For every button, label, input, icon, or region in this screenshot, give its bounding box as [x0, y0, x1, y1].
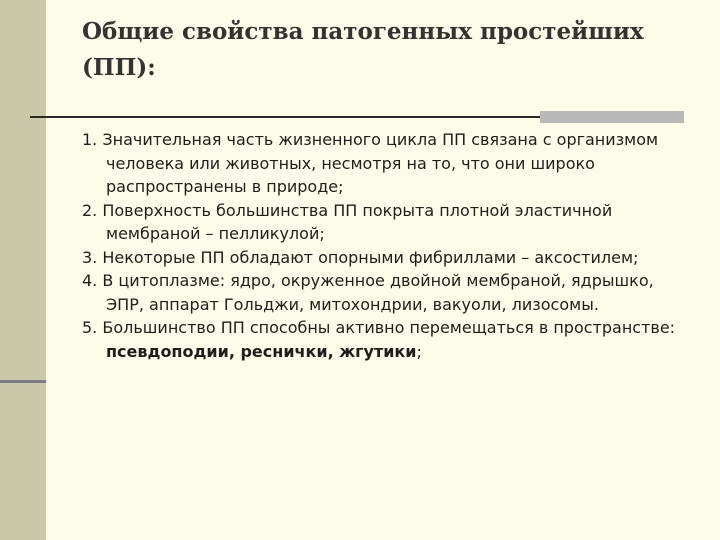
left-decorative-band [0, 0, 46, 540]
list-item: 1. Значительная часть жизненного цикла ПП связана с организмом человека или животных, несмотря на то, что они широко распространены в природе; [82, 130, 659, 196]
locomotion-organelles-text: псевдоподии, реснички, жгутики [106, 341, 417, 361]
left-band-accent-line [0, 380, 46, 383]
slide-title: Общие свойства патогенных простейших (ПП): [82, 18, 644, 81]
list-item-text-end: ; [416, 341, 422, 361]
properties-list [82, 128, 692, 363]
list-item: 2. Поверхность большинства ПП покрыта плотной эластичной мембраной – пелликулой; [82, 200, 613, 243]
list-item [82, 316, 692, 363]
list-item: 4. В цитоплазме: ядро, окруженное двойной мембраной, ядрышко, ЭПР, аппарат Гольджи, митохондрии, вакуоли, лизосомы. [82, 271, 654, 314]
list-item-text: 5. Большинство ПП способны активно перемещаться в пространстве: [82, 318, 676, 337]
list-item: 3. Некоторые ПП обладают опорными фибриллами – аксостилем; [82, 247, 639, 267]
title-divider-accent-block [540, 111, 684, 123]
